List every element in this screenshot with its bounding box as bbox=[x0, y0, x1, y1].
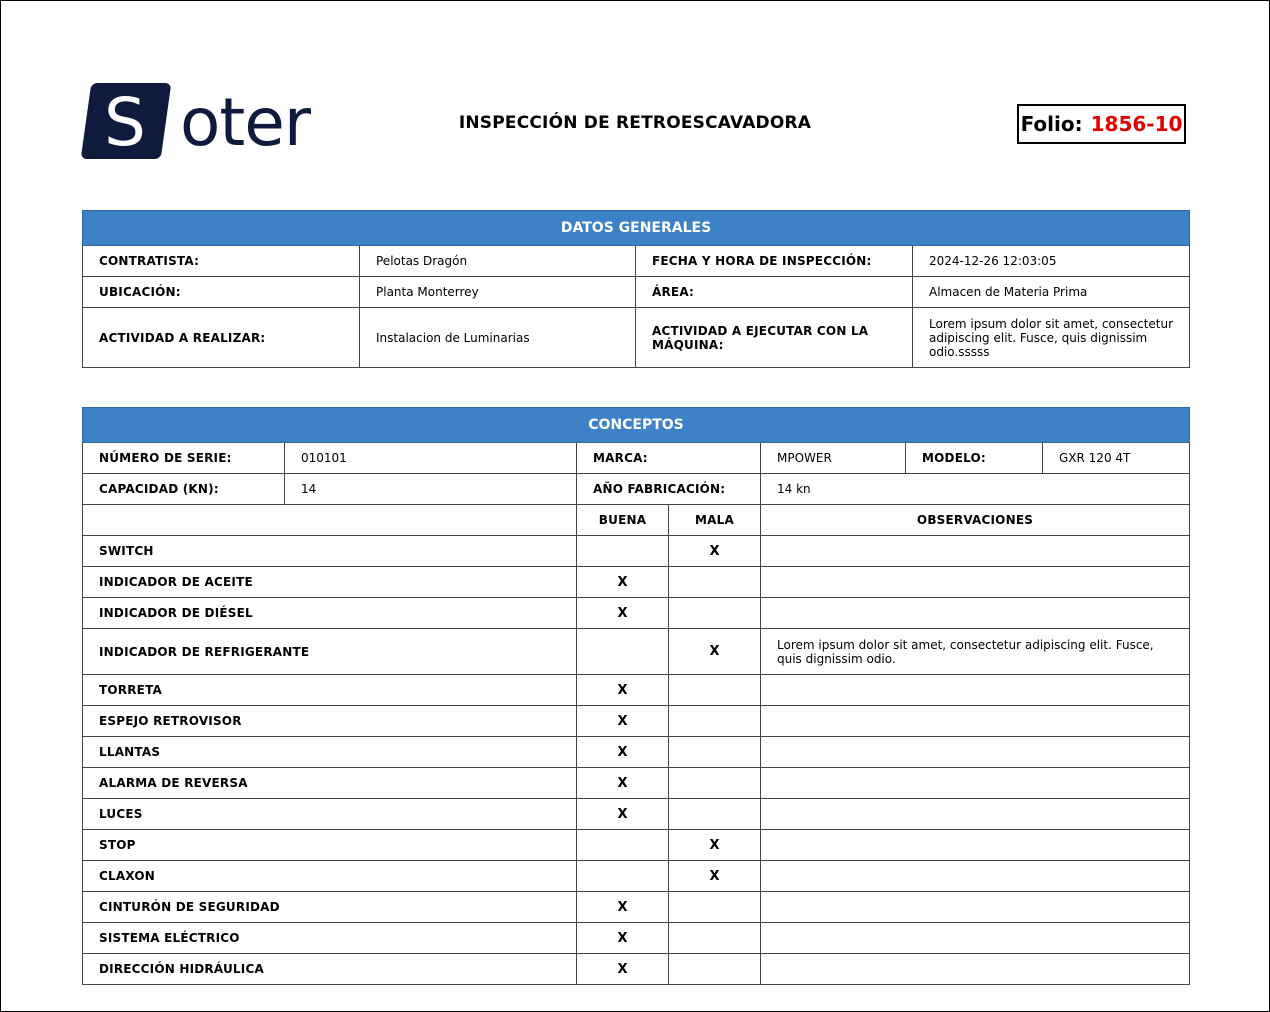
buena-mark: X bbox=[577, 768, 669, 799]
serie-value: 010101 bbox=[285, 443, 577, 474]
buena-mark: X bbox=[577, 737, 669, 768]
checklist-row bbox=[83, 567, 1190, 598]
marca-label: MARCA: bbox=[577, 443, 761, 474]
concepts-table bbox=[82, 407, 1190, 985]
general-row bbox=[83, 277, 1190, 308]
actividad-maquina-value: Lorem ipsum dolor sit amet, consectetur adipiscing elit. Fusce, quis dignissim odio.sssss bbox=[913, 308, 1190, 368]
observaciones-col-header: OBSERVACIONES bbox=[761, 505, 1190, 536]
mala-mark bbox=[669, 567, 761, 598]
ubicacion-label: UBICACIÓN: bbox=[83, 277, 360, 308]
document-title: INSPECCIÓN DE RETROESCAVADORA bbox=[458, 113, 812, 133]
checklist-item-name: INDICADOR DE ACEITE bbox=[83, 567, 577, 598]
buena-mark: X bbox=[577, 892, 669, 923]
checklist-item-name: SWITCH bbox=[83, 536, 577, 567]
mala-mark: X bbox=[669, 536, 761, 567]
buena-col-header: BUENA bbox=[577, 505, 669, 536]
mala-col-header: MALA bbox=[669, 505, 761, 536]
mala-mark bbox=[669, 737, 761, 768]
observaciones-cell bbox=[761, 923, 1190, 954]
mala-mark bbox=[669, 768, 761, 799]
checklist-row bbox=[83, 536, 1190, 567]
checklist-row bbox=[83, 861, 1190, 892]
observaciones-cell bbox=[761, 706, 1190, 737]
equipment-row bbox=[83, 443, 1190, 474]
buena-mark: X bbox=[577, 923, 669, 954]
anio-value: 14 kn bbox=[761, 474, 1190, 505]
checklist-row bbox=[83, 954, 1190, 985]
mala-mark: X bbox=[669, 830, 761, 861]
observaciones-cell bbox=[761, 830, 1190, 861]
buena-mark: X bbox=[577, 799, 669, 830]
buena-mark: X bbox=[577, 567, 669, 598]
buena-mark bbox=[577, 861, 669, 892]
checklist-row bbox=[83, 923, 1190, 954]
area-label: ÁREA: bbox=[636, 277, 913, 308]
observaciones-cell: Lorem ipsum dolor sit amet, consectetur adipiscing elit. Fusce, quis dignissim odio. bbox=[761, 629, 1190, 675]
fecha-value: 2024-12-26 12:03:05 bbox=[913, 246, 1190, 277]
mala-mark bbox=[669, 799, 761, 830]
checklist-row bbox=[83, 830, 1190, 861]
checklist-row bbox=[83, 629, 1190, 675]
general-heading: DATOS GENERALES bbox=[83, 211, 1190, 246]
mala-mark bbox=[669, 923, 761, 954]
fecha-label: FECHA Y HORA DE INSPECCIÓN: bbox=[636, 246, 913, 277]
observaciones-cell bbox=[761, 567, 1190, 598]
observaciones-cell bbox=[761, 861, 1190, 892]
mala-mark: X bbox=[669, 629, 761, 675]
actividad-maquina-label: ACTIVIDAD A EJECUTAR CON LA MÁQUINA: bbox=[636, 308, 913, 368]
observaciones-cell bbox=[761, 954, 1190, 985]
checklist-item-name: ESPEJO RETROVISOR bbox=[83, 706, 577, 737]
buena-mark: X bbox=[577, 675, 669, 706]
checklist-item-name: ALARMA DE REVERSA bbox=[83, 768, 577, 799]
actividad-label: ACTIVIDAD A REALIZAR: bbox=[83, 308, 360, 368]
mala-mark bbox=[669, 892, 761, 923]
checklist-row bbox=[83, 598, 1190, 629]
checklist-header-row bbox=[83, 505, 1190, 536]
checklist-row bbox=[83, 892, 1190, 923]
checklist-item-name: LLANTAS bbox=[83, 737, 577, 768]
checklist-row bbox=[83, 799, 1190, 830]
modelo-value: GXR 120 4T bbox=[1043, 443, 1190, 474]
area-value: Almacen de Materia Prima bbox=[913, 277, 1190, 308]
general-row bbox=[83, 308, 1190, 368]
general-header-row bbox=[83, 211, 1190, 246]
observaciones-cell bbox=[761, 892, 1190, 923]
buena-mark: X bbox=[577, 706, 669, 737]
logo-wordmark: oter bbox=[180, 84, 310, 161]
actividad-value: Instalacion de Luminarias bbox=[360, 308, 636, 368]
checklist-item-name: CINTURÓN DE SEGURIDAD bbox=[83, 892, 577, 923]
general-row bbox=[83, 246, 1190, 277]
buena-mark: X bbox=[577, 598, 669, 629]
checklist-item-name: SISTEMA ELÉCTRICO bbox=[83, 923, 577, 954]
contratista-value: Pelotas Dragón bbox=[360, 246, 636, 277]
mala-mark bbox=[669, 675, 761, 706]
soter-logo bbox=[86, 83, 316, 163]
mala-mark bbox=[669, 706, 761, 737]
buena-mark: X bbox=[577, 954, 669, 985]
checklist-row bbox=[83, 768, 1190, 799]
checklist-row bbox=[83, 737, 1190, 768]
buena-mark bbox=[577, 629, 669, 675]
contratista-label: CONTRATISTA: bbox=[83, 246, 360, 277]
folio-box bbox=[1017, 104, 1186, 144]
capacidad-value: 14 bbox=[285, 474, 577, 505]
serie-label: NÚMERO DE SERIE: bbox=[83, 443, 285, 474]
concepts-heading: CONCEPTOS bbox=[83, 408, 1190, 443]
checklist-item-name: DIRECCIÓN HIDRÁULICA bbox=[83, 954, 577, 985]
general-data-table bbox=[82, 210, 1190, 368]
checklist-item-name: TORRETA bbox=[83, 675, 577, 706]
observaciones-cell bbox=[761, 737, 1190, 768]
observaciones-cell bbox=[761, 598, 1190, 629]
checklist-item-name: INDICADOR DE REFRIGERANTE bbox=[83, 629, 577, 675]
logo-letter-s: S bbox=[104, 84, 146, 161]
marca-value: MPOWER bbox=[761, 443, 906, 474]
concept-col-header bbox=[83, 505, 577, 536]
folio-number: 1856-10 bbox=[1090, 112, 1183, 136]
folio-label: Folio: bbox=[1020, 112, 1083, 136]
checklist-item-name: INDICADOR DE DIÉSEL bbox=[83, 598, 577, 629]
checklist-item-name: CLAXON bbox=[83, 861, 577, 892]
concepts-header-row bbox=[83, 408, 1190, 443]
mala-mark: X bbox=[669, 861, 761, 892]
observaciones-cell bbox=[761, 799, 1190, 830]
checklist-item-name: LUCES bbox=[83, 799, 577, 830]
checklist-item-name: STOP bbox=[83, 830, 577, 861]
mala-mark bbox=[669, 954, 761, 985]
buena-mark bbox=[577, 830, 669, 861]
observaciones-cell bbox=[761, 675, 1190, 706]
capacidad-label: CAPACIDAD (KN): bbox=[83, 474, 285, 505]
modelo-label: MODELO: bbox=[906, 443, 1043, 474]
ubicacion-value: Planta Monterrey bbox=[360, 277, 636, 308]
observaciones-cell bbox=[761, 536, 1190, 567]
mala-mark bbox=[669, 598, 761, 629]
anio-label: AÑO FABRICACIÓN: bbox=[577, 474, 761, 505]
checklist-row bbox=[83, 675, 1190, 706]
buena-mark bbox=[577, 536, 669, 567]
equipment-row bbox=[83, 474, 1190, 505]
checklist-row bbox=[83, 706, 1190, 737]
observaciones-cell bbox=[761, 768, 1190, 799]
